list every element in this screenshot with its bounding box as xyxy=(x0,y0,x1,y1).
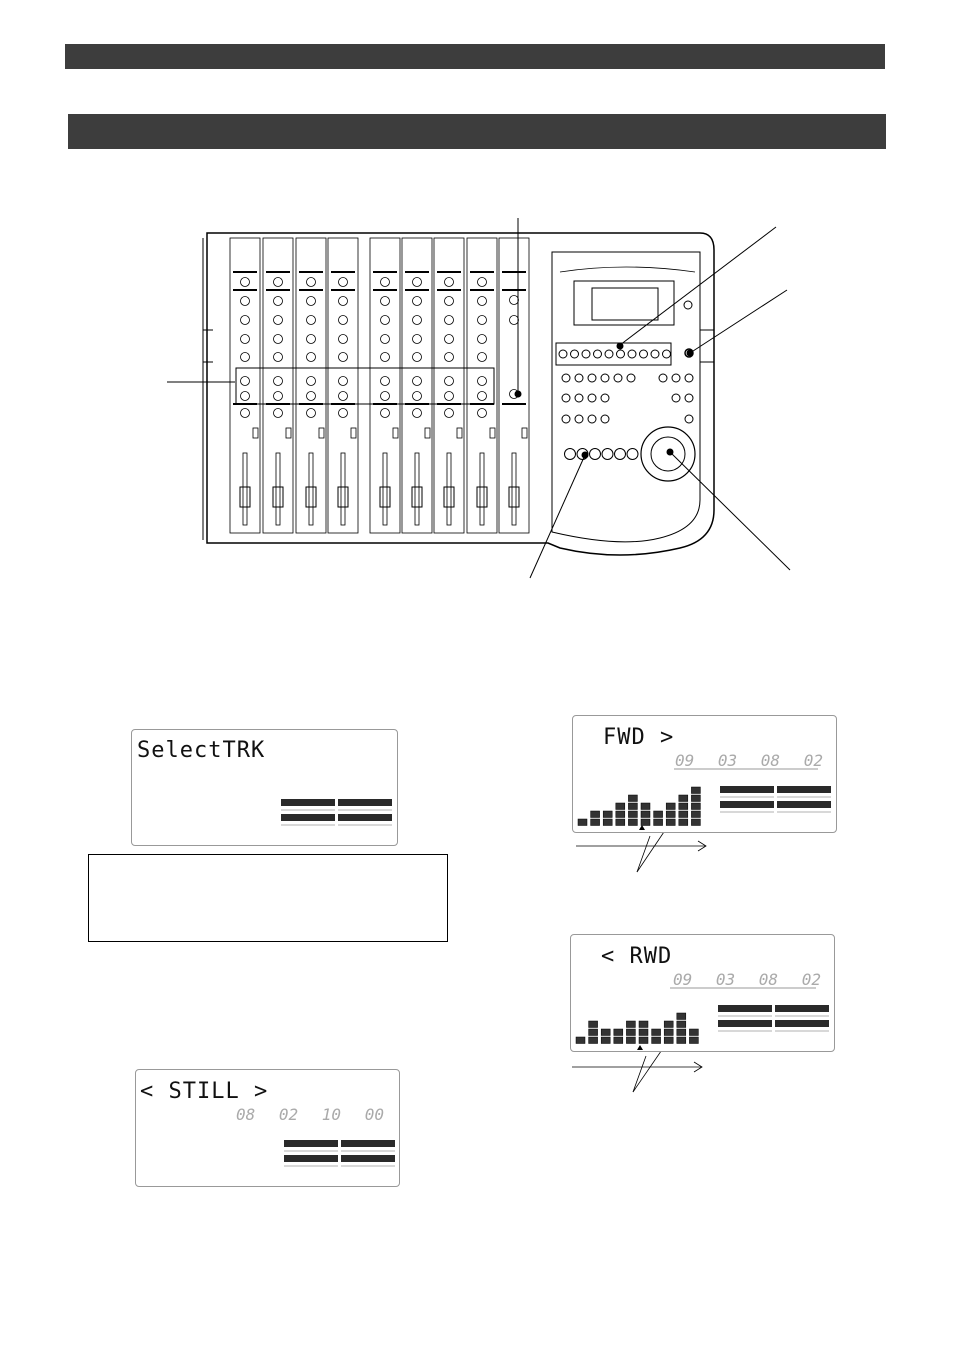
lcd-still-counter: 08 02 10 00 xyxy=(236,1105,384,1124)
lcd-select-text: SelectTRK xyxy=(137,738,266,763)
lcd-still-text: < STILL > xyxy=(140,1079,269,1104)
lcd-fwd-text: FWD > xyxy=(603,725,675,750)
lcd-fwd-counter: 09 03 08 02 xyxy=(675,751,823,770)
lcd-rwd-text: < RWD xyxy=(601,944,673,969)
lcd-rwd-counter: 09 03 08 02 xyxy=(673,970,821,989)
